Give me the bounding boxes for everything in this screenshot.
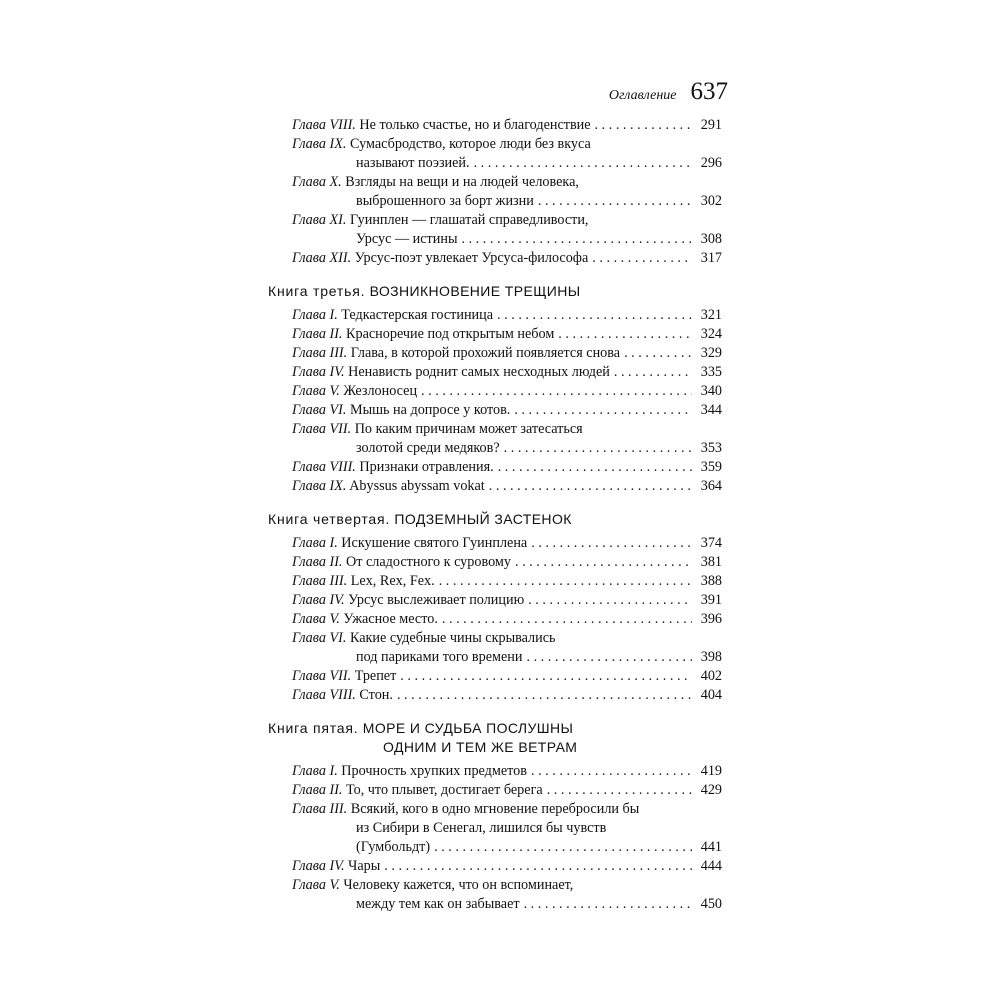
chapter-page-number: 398	[700, 649, 722, 665]
toc-entry[interactable]	[292, 686, 722, 705]
book-heading	[268, 719, 728, 757]
dot-leader	[439, 572, 692, 591]
book-title: ПОДЗЕМНЫЙ ЗАСТЕНОК	[394, 511, 572, 527]
toc-entry-line	[292, 325, 722, 344]
toc-entry-text-wrap	[292, 857, 380, 876]
toc-entry[interactable]	[292, 420, 722, 458]
toc-entry-line	[292, 439, 722, 458]
toc-entry-line	[292, 895, 722, 914]
chapter-page-number: 396	[700, 611, 722, 627]
chapter-title: Красноречие под открытым небом	[346, 326, 555, 342]
chapter-title: Lex, Rex, Fex.	[350, 573, 435, 589]
chapter-page-number: 353	[700, 440, 722, 456]
dot-leader	[397, 686, 692, 705]
dot-leader	[538, 192, 692, 211]
chapter-title: (Гумбольдт)	[356, 839, 431, 855]
chapter-label: Глава VII.	[292, 421, 352, 437]
toc-entry-line	[292, 249, 722, 268]
toc-entry-text-wrap	[292, 630, 555, 646]
toc-entry-line	[292, 838, 722, 857]
dot-leader	[558, 325, 692, 344]
toc-entry-line	[292, 819, 722, 838]
toc-entry[interactable]	[292, 610, 722, 629]
book-title: МОРЕ И СУДЬБА ПОСЛУШНЫ	[362, 720, 574, 736]
toc-entry-line	[292, 572, 722, 591]
toc-entry[interactable]	[292, 629, 722, 667]
chapter-title: Прочность хрупких предметов	[341, 763, 527, 779]
chapter-title: Признаки отравления.	[359, 459, 494, 475]
chapter-page-number: 444	[700, 858, 722, 874]
chapter-title: По каким причинам может затесаться	[354, 421, 583, 437]
toc-entry[interactable]	[292, 534, 722, 553]
chapter-title: Abyssus abyssam vokat	[349, 478, 485, 494]
toc-entry-line	[292, 648, 722, 667]
chapter-label: Глава VIII.	[292, 459, 356, 475]
chapter-title: Не только счастье, но и благоденствие	[359, 117, 591, 133]
toc-entry[interactable]	[292, 591, 722, 610]
toc-entry-text-wrap	[292, 401, 510, 420]
dot-leader	[595, 116, 692, 135]
toc-entry-text-wrap	[292, 306, 493, 325]
toc-entry-text-wrap	[292, 136, 591, 152]
chapter-title: Стон.	[359, 687, 393, 703]
toc-entry-text-wrap	[292, 477, 485, 496]
dot-leader	[442, 610, 692, 629]
toc-entry-line	[292, 154, 722, 173]
table-of-contents	[268, 116, 728, 914]
chapter-page-number: 329	[700, 345, 722, 361]
toc-entry-line	[292, 762, 722, 781]
dot-leader	[515, 553, 692, 572]
chapter-title: Ненависть роднит самых несходных людей	[348, 364, 610, 380]
dot-leader	[434, 838, 692, 857]
toc-entry-line	[292, 401, 722, 420]
chapter-title: Мышь на допросе у котов.	[349, 402, 511, 418]
book-heading	[268, 282, 728, 301]
toc-entry-line	[292, 534, 722, 553]
chapter-page-number: 296	[700, 155, 722, 171]
toc-entry-line	[292, 382, 722, 401]
chapter-label: Глава III.	[292, 573, 348, 589]
chapter-page-number: 340	[700, 383, 722, 399]
toc-entry[interactable]	[292, 781, 722, 800]
toc-entry-text-wrap	[292, 781, 543, 800]
toc-entry-line	[292, 173, 722, 192]
toc-entry[interactable]	[292, 211, 722, 249]
chapter-title: Человеку кажется, что он вспоминает,	[343, 877, 574, 893]
book-title: ВОЗНИКНОВЕНИЕ ТРЕЩИНЫ	[369, 283, 581, 299]
toc-entry[interactable]	[292, 363, 722, 382]
chapter-label: Глава VI.	[292, 402, 347, 418]
chapter-label: Глава II.	[292, 782, 343, 798]
chapter-page-number: 404	[700, 687, 722, 703]
toc-entry-text-wrap	[292, 212, 588, 228]
toc-entry-text-wrap	[356, 230, 457, 249]
chapter-page-number: 291	[700, 117, 722, 133]
chapter-label: Глава VII.	[292, 668, 352, 684]
chapter-label: Глава III.	[292, 345, 348, 361]
toc-entry-line	[292, 686, 722, 705]
toc-entry-line	[292, 781, 722, 800]
chapter-page-number: 402	[700, 668, 722, 684]
chapter-label: Глава I.	[292, 763, 338, 779]
toc-entry[interactable]	[292, 382, 722, 401]
toc-entry[interactable]	[292, 876, 722, 914]
dot-leader	[384, 857, 692, 876]
toc-entry[interactable]	[292, 249, 722, 268]
chapter-page-number: 381	[700, 554, 722, 570]
dot-leader	[400, 667, 692, 686]
toc-entry-text-wrap	[292, 174, 579, 190]
chapter-label: Глава V.	[292, 877, 340, 893]
toc-entry-line	[292, 344, 722, 363]
dot-leader	[497, 306, 692, 325]
page-number: 637	[690, 78, 728, 105]
dot-leader	[461, 230, 692, 249]
toc-entry-line	[292, 135, 722, 154]
toc-entry[interactable]	[292, 306, 722, 325]
chapter-label: Глава I.	[292, 535, 338, 551]
toc-entry-text-wrap	[292, 363, 610, 382]
toc-entry-text-wrap	[292, 325, 554, 344]
toc-entry[interactable]	[292, 553, 722, 572]
chapter-title: Какие судебные чины скрывались	[349, 630, 556, 646]
dot-leader	[592, 249, 692, 268]
dot-leader	[614, 363, 692, 382]
chapter-page-number: 359	[700, 459, 722, 475]
toc-entry-text-wrap	[356, 192, 534, 211]
dot-leader	[524, 895, 692, 914]
toc-entry-text-wrap	[292, 344, 620, 363]
dot-leader	[421, 382, 692, 401]
toc-entry[interactable]	[292, 116, 722, 135]
toc-entry-text-wrap	[292, 762, 527, 781]
toc-entry-line	[292, 116, 722, 135]
chapter-title: Гуинплен — глашатай справедливости,	[349, 212, 589, 228]
chapter-title: между тем как он забывает	[356, 896, 520, 912]
dot-leader	[526, 648, 692, 667]
chapter-page-number: 317	[700, 250, 722, 266]
toc-entry-text-wrap	[356, 439, 500, 458]
chapter-title: Урсус — истины	[356, 231, 458, 247]
toc-entry-text-wrap	[292, 458, 494, 477]
chapter-label: Глава XII.	[292, 250, 352, 266]
dot-leader	[528, 591, 692, 610]
toc-entry-line	[292, 420, 722, 439]
chapter-page-number: 308	[700, 231, 722, 247]
chapter-page-number: 344	[700, 402, 722, 418]
running-head	[609, 78, 728, 106]
dot-leader	[531, 762, 692, 781]
toc-entry-line	[292, 553, 722, 572]
toc-entry-text-wrap	[356, 838, 430, 857]
chapter-label: Глава XI.	[292, 212, 347, 228]
chapter-label: Глава VI.	[292, 630, 347, 646]
toc-entry-line	[292, 610, 722, 629]
toc-entry[interactable]	[292, 325, 722, 344]
chapter-title: Урсус-поэт увлекает Урсуса-философа	[354, 250, 589, 266]
toc-entry[interactable]	[292, 458, 722, 477]
chapter-page-number: 391	[700, 592, 722, 608]
chapter-title: Чары	[348, 858, 381, 874]
toc-entry[interactable]	[292, 401, 722, 420]
toc-entry-text-wrap	[356, 895, 520, 914]
chapter-page-number: 335	[700, 364, 722, 380]
book-label: Книга пятая.	[268, 720, 359, 736]
toc-entry-line	[292, 800, 722, 819]
chapter-title: То, что плывет, достигает берега	[346, 782, 543, 798]
toc-entry-text-wrap	[292, 572, 435, 591]
book-heading	[268, 510, 728, 529]
chapter-label: Глава V.	[292, 611, 340, 627]
chapter-title: золотой среди медяков?	[356, 440, 500, 456]
chapter-page-number: 429	[700, 782, 722, 798]
book-title: ОДНИМ И ТЕМ ЖЕ ВЕТРАМ	[383, 739, 578, 755]
chapter-page-number: 302	[700, 193, 722, 209]
toc-entry-text-wrap	[292, 553, 511, 572]
toc-entry[interactable]	[292, 173, 722, 211]
toc-entry-line	[292, 477, 722, 496]
toc-entry-text-wrap	[292, 801, 639, 817]
toc-entry-line	[292, 306, 722, 325]
toc-entry-line	[292, 192, 722, 211]
chapter-title: Тедкастерская гостиница	[341, 307, 494, 323]
chapter-page-number: 324	[700, 326, 722, 342]
chapter-label: Глава X.	[292, 174, 342, 190]
book-label: Книга третья.	[268, 283, 366, 299]
toc-entry-line	[292, 230, 722, 249]
chapter-label: Глава IV.	[292, 858, 345, 874]
toc-entry-line	[292, 363, 722, 382]
chapter-label: Глава III.	[292, 801, 348, 817]
toc-entry-text-wrap	[292, 591, 524, 610]
chapter-title: выброшенного за борт жизни	[356, 193, 534, 209]
chapter-title: Ужасное место.	[343, 611, 438, 627]
chapter-page-number: 364	[700, 478, 722, 494]
chapter-title: Взгляды на вещи и на людей человека,	[345, 174, 579, 190]
toc-entry-text-wrap	[292, 382, 417, 401]
chapter-label: Глава II.	[292, 326, 343, 342]
dot-leader	[504, 439, 692, 458]
chapter-label: Глава IV.	[292, 364, 345, 380]
chapter-label: Глава V.	[292, 383, 340, 399]
dot-leader	[514, 401, 692, 420]
chapter-label: Глава VIII.	[292, 117, 356, 133]
chapter-title: Всякий, кого в одно мгновение перебросили бы	[350, 801, 640, 817]
chapter-page-number: 450	[700, 896, 722, 912]
toc-entry-text-wrap	[356, 154, 470, 173]
dot-leader	[474, 154, 692, 173]
dot-leader	[531, 534, 692, 553]
chapter-page-number: 419	[700, 763, 722, 779]
book-label: Книга четвертая.	[268, 511, 391, 527]
toc-entry-text-wrap	[356, 820, 606, 836]
toc-entry-line	[292, 876, 722, 895]
chapter-page-number: 374	[700, 535, 722, 551]
chapter-title: Урсус выслеживает полицию	[348, 592, 525, 608]
dot-leader	[547, 781, 692, 800]
dot-leader	[498, 458, 692, 477]
chapter-title: называют поэзией.	[356, 155, 470, 171]
toc-entry[interactable]	[292, 477, 722, 496]
chapter-title: под париками того времени	[356, 649, 523, 665]
toc-entry-text-wrap	[292, 667, 396, 686]
toc-entry[interactable]	[292, 135, 722, 173]
toc-entry[interactable]	[292, 667, 722, 686]
toc-entry-line	[292, 458, 722, 477]
chapter-label: Глава IX.	[292, 478, 347, 494]
toc-entry-text-wrap	[356, 648, 522, 667]
chapter-title: От сладостного к суровому	[346, 554, 511, 570]
toc-entry-line	[292, 629, 722, 648]
toc-entry-line	[292, 857, 722, 876]
toc-entry-text-wrap	[292, 534, 527, 553]
chapter-title: Жезлоносец	[343, 383, 418, 399]
toc-entry[interactable]	[292, 344, 722, 363]
chapter-title: Глава, в которой прохожий появляется снова	[350, 345, 621, 361]
chapter-label: Глава VIII.	[292, 687, 356, 703]
chapter-title: из Сибири в Сенегал, лишился бы чувств	[356, 820, 607, 836]
toc-entry-text-wrap	[292, 116, 591, 135]
chapter-page-number: 321	[700, 307, 722, 323]
toc-entry-text-wrap	[292, 686, 393, 705]
toc-entry-line	[292, 591, 722, 610]
chapter-title: Сумасбродство, которое люди без вкуса	[349, 136, 591, 152]
dot-leader	[624, 344, 692, 363]
toc-entry[interactable]	[292, 800, 722, 857]
chapter-page-number: 441	[700, 839, 722, 855]
toc-entry[interactable]	[292, 572, 722, 591]
toc-entry[interactable]	[292, 857, 722, 876]
chapter-title: Трепет	[354, 668, 397, 684]
toc-entry-text-wrap	[292, 249, 588, 268]
toc-entry[interactable]	[292, 762, 722, 781]
chapter-page-number: 388	[700, 573, 722, 589]
toc-entry-line	[292, 211, 722, 230]
dot-leader	[489, 477, 692, 496]
toc-entry-text-wrap	[292, 877, 573, 893]
running-head-title: Оглавление	[608, 88, 677, 103]
chapter-label: Глава IX.	[292, 136, 347, 152]
chapter-label: Глава IV.	[292, 592, 345, 608]
chapter-label: Глава II.	[292, 554, 343, 570]
toc-entry-text-wrap	[292, 610, 438, 629]
toc-entry-line	[292, 667, 722, 686]
chapter-title: Искушение святого Гуинплена	[341, 535, 528, 551]
toc-entry-text-wrap	[292, 421, 583, 437]
chapter-label: Глава I.	[292, 307, 338, 323]
